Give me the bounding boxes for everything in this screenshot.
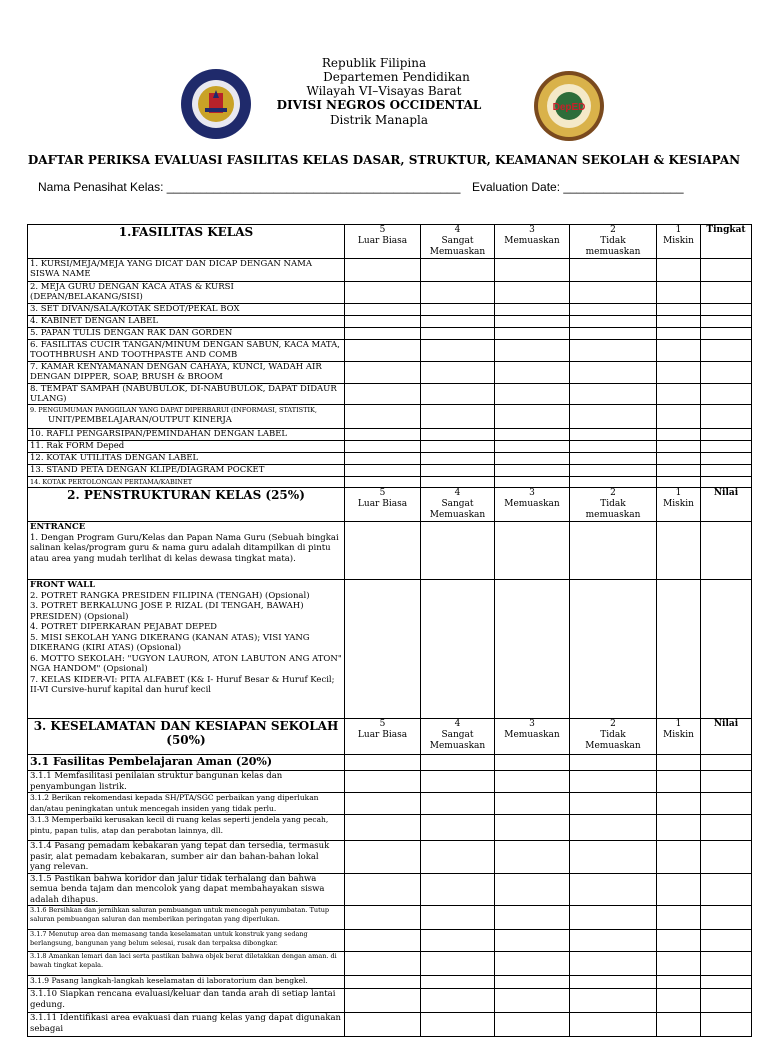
s2-front-wall: FRONT WALL 2. POTRET RANGKA PRESIDEN FILIPINA (TENGAH) (Opsional) 3. POTRET BERKALUNG JOSE P. RIZAL (DI TENGAH, BAWAH) PRESIDEN) (Opsional) 4. POTRET DIPERKARAN PEJABAT DEPED 5. MISI SEKOLAH YANG DIKERANG (KANAN ATAS); VISI YANG DIKERANG (KIRI ATAS) (Opsional) 6. MOTTO SEKOLAH: "UGYON LAURON, ATON LABUTON ANG ATON" NGA HANDOM" (Opsional) 7. KELAS KIDER-VI: PITA ALFABET (K& I- Huruf Besar & Huruf Kecil; II-VI Cursive-huruf kapital dan huruf kecil: [28, 580, 345, 719]
table-row: [28, 453, 752, 465]
s1-item-4: 4. KABINET DENGAN LABEL: [28, 316, 345, 328]
table-row: [28, 522, 752, 580]
form-title: DAFTAR PERIKSA EVALUASI FASILITAS KELAS DASAR, STRUKTUR, KEAMANAN SEKOLAH & KESIAPAN: [27, 153, 741, 167]
table-row: [28, 1013, 752, 1037]
s3-col-nilai: Nilai: [701, 719, 752, 755]
s1-col-2: 2 Tidak memuaskan: [570, 225, 657, 259]
s1-col-tingkat: Tingkat: [701, 225, 752, 259]
s1-item-11: 11. Rak FORM Deped: [28, 441, 345, 453]
s1-col-1: 1 Miskin: [657, 225, 701, 259]
table-row: [28, 873, 752, 906]
s1-item-3: 3. SET DIVAN/SALA/KOTAK SEDOT/PEKAL BOX: [28, 304, 345, 316]
adviser-name-field[interactable]: Nama Penasihat Kelas: ____________________________________________: [38, 180, 461, 194]
table-row: [28, 580, 752, 719]
table-row: [28, 793, 752, 815]
s2-col-2: 2 Tidak memuaskan: [570, 488, 657, 522]
s1-item-2: 2. MEJA GURU DENGAN KACA ATAS & KURSI (DEPAN/BELAKANG/SISI): [28, 282, 345, 304]
s1-col-3: 3 Memuaskan: [495, 225, 570, 259]
header-region: [0, 84, 768, 98]
s3-subhead: 3.1 Fasilitas Pembelajaran Aman (20%): [28, 755, 345, 771]
s3-item-4: 3.1.4 Pasang pemadam kebakaran yang tepat dan tersedia, termasuk pasir, alat pemadam kebakaran, sumber air dan bahan-bahan lokal yang relevan.: [28, 841, 345, 874]
s3-item-7: 3.1.7 Menutup area dan memasang tanda keselamatan untuk konstruk yang sedang berlangsung, bangunan yang belum selesai, rusak dan terpaksa dibongkar.: [28, 930, 345, 952]
table-row: [28, 304, 752, 316]
header-republic: [0, 56, 768, 70]
table-row: [28, 952, 752, 976]
table-row: [28, 441, 752, 453]
s3-col-3: 3 Memuaskan: [495, 719, 570, 755]
table-row: [28, 362, 752, 384]
s1-item-1: 1. KURSI/MEJA/MEJA YANG DICAT DAN DICAP DENGAN NAMA SISWA NAME: [28, 259, 345, 282]
header-line-5: Distrik Manapla: [329, 113, 429, 127]
table-row: [28, 405, 752, 429]
s1-item-9: 9. PENGUMUMAN PANGGILAN YANG DAPAT DIPERBARUI (INFORMASI, STATISTIK, UNIT/PEMBELAJARAN/OUTPUT KINERJA: [28, 405, 345, 429]
s3-col-4: 4 Sangat Memuaskan: [421, 719, 495, 755]
section3-header-row: [28, 719, 752, 755]
s3-item-3: 3.1.3 Memperbaiki kerusakan kecil di ruang kelas seperti jendela yang pecah, pintu, papan tulis, atap dan perabotan lainnya, dll.: [28, 815, 345, 841]
table-row: [28, 989, 752, 1013]
s1-col-4: 4 Sangat Memuaskan: [421, 225, 495, 259]
table-row: [28, 465, 752, 477]
table-row: [28, 815, 752, 841]
header-department: [0, 70, 768, 84]
section3-title: 3. KESELAMATAN DAN KESIAPAN SEKOLAH (50%): [28, 719, 345, 755]
logo-deped-text: DepED: [552, 102, 586, 113]
table-row: [28, 429, 752, 441]
table-row: [28, 384, 752, 405]
s2-col-4: 4 Sangat Memuaskan: [421, 488, 495, 522]
s1-item-6: 6. FASILITAS CUCIR TANGAN/MINUM DENGAN SABUN, KACA MATA, TOOTHBRUSH AND TOOTHPASTE AND COMB: [28, 340, 345, 362]
s2-col-nilai: Nilai: [701, 488, 752, 522]
table-row: [28, 477, 752, 488]
table-row: [28, 906, 752, 930]
s1-item-12: 12. KOTAK UTILITAS DENGAN LABEL: [28, 453, 345, 465]
s3-item-8: 3.1.8 Amankan lemari dan laci serta pastikan bahwa objek berat diletakkan dengan aman. di bawah tingkat kepala.: [28, 952, 345, 976]
s2-col-5: 5 Luar Biasa: [345, 488, 421, 522]
s1-item-8: 8. TEMPAT SAMPAH (NABUBULOK, DI-NABUBULOK, DAPAT DIDAUR ULANG): [28, 384, 345, 405]
table-row: [28, 930, 752, 952]
table-row: [28, 755, 752, 771]
table-row: [28, 328, 752, 340]
section1-header-row: [28, 225, 752, 259]
s3-item-1: 3.1.1 Memfasilitasi penilaian struktur bangunan kelas dan penyambungan listrik.: [28, 771, 345, 793]
s3-item-10: 3.1.10 Siapkan rencana evaluasi/keluar dan tanda arah di setiap lantai gedung.: [28, 989, 345, 1013]
s3-col-1: 1 Miskin: [657, 719, 701, 755]
table-row: [28, 316, 752, 328]
s3-item-5: 3.1.5 Pastikan bahwa koridor dan jalur tidak terhalang dan bahwa semua benda tajam dan mencolok yang dapat membahayakan siswa adalah dihapus.: [28, 873, 345, 906]
evaluation-date-field[interactable]: Evaluation Date: __________________: [472, 180, 684, 194]
s3-col-5: 5 Luar Biasa: [345, 719, 421, 755]
s3-item-6: 3.1.6 Bersihkan dan jernihkan saluran pembuangan untuk mencegah penyumbatan. Tutup saluran pembuangan saluran dan memberikan peringatan yang diperlukan.: [28, 906, 345, 930]
s1-item-14: 14. KOTAK PERTOLONGAN PERTAMA/KABINET: [28, 477, 345, 488]
evaluation-table: [27, 224, 752, 1037]
s3-item-11: 3.1.11 Identifikasi area evakuasi dan ruang kelas yang dapat digunakan sebagai: [28, 1013, 345, 1037]
s2-col-1: 1 Miskin: [657, 488, 701, 522]
header-line-4: DIVISI NEGROS OCCIDENTAL: [276, 98, 482, 112]
table-row: [28, 259, 752, 282]
s3-item-2: 3.1.2 Berikan rekomendasi kepada SH/PTA/SGC perbaikan yang diperlukan dan/atau peningkatan untuk mencegah insiden yang tidak perlu.: [28, 793, 345, 815]
section2-title: 2. PENSTRUKTURAN KELAS (25%): [28, 488, 345, 522]
table-row: [28, 841, 752, 874]
s1-item-10: 10. RAFLI PENGARSIPAN/PEMINDAHAN DENGAN LABEL: [28, 429, 345, 441]
header-line-1: Republik Filipina: [321, 56, 427, 70]
table-row: [28, 976, 752, 989]
header-line-2: Departemen Pendidikan: [323, 70, 470, 84]
s2-col-3: 3 Memuaskan: [495, 488, 570, 522]
section1-title: 1.FASILITAS KELAS: [28, 225, 345, 259]
s1-item-7: 7. KAMAR KENYAMANAN DENGAN CAHAYA, KUNCI, WADAH AIR DENGAN DIPPER, SOAP, BRUSH & BROOM: [28, 362, 345, 384]
s1-col-5: 5 Luar Biasa: [345, 225, 421, 259]
s2-entrance: ENTRANCE 1. Dengan Program Guru/Kelas dan Papan Nama Guru (Sebuah bingkai salinan kelas/program guru & nama guru adalah ditampilkan di pintu atau area yang mudah terlihat di kelas dewasa tingkat mata).: [28, 522, 345, 580]
s1-item-13: 13. STAND PETA DENGAN KLIPE/DIAGRAM POCKET: [28, 465, 345, 477]
table-row: [28, 771, 752, 793]
header-line-3: Wilayah VI–Visayas Barat: [306, 84, 462, 98]
header-division: [0, 98, 768, 112]
table-row: [28, 340, 752, 362]
s1-item-5: 5. PAPAN TULIS DENGAN RAK DAN GORDEN: [28, 328, 345, 340]
header-district: [0, 113, 768, 127]
s3-item-9: 3.1.9 Pasang langkah-langkah keselamatan di laboratorium dan bengkel.: [28, 976, 345, 989]
table-row: [28, 282, 752, 304]
section2-header-row: [28, 488, 752, 522]
s3-col-2: 2 Tidak Memuaskan: [570, 719, 657, 755]
